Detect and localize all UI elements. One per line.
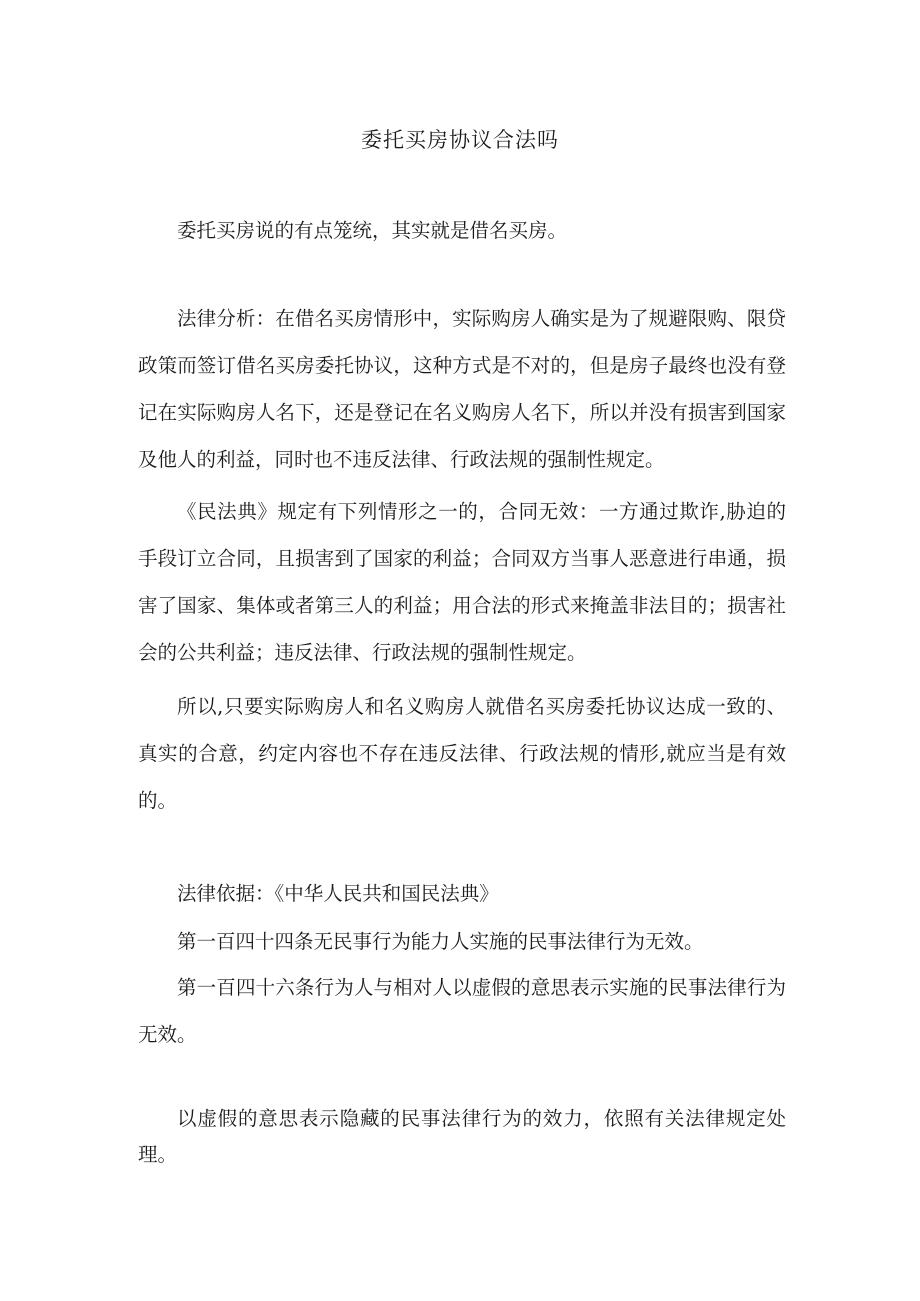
paragraph-legal-basis: 法律依据：《中华人民共和国民法典》 xyxy=(177,882,499,905)
paragraph-legal-analysis: 法律分析：在借名买房情形中，实际购房人确实是为了规避限购、限贷政策而签订借名买房委托协议，这种方式是不对的，但是房子最终也没有登记在实际购房人名下，还是登记在名义购房人名下，所以并没有损害到国家及他人的利益，同时也不违反法律、行政法规的强制性规定。 xyxy=(138,307,786,471)
paragraph-article-144: 第一百四十四条无民事行为能力人实施的民事法律行为无效。 xyxy=(177,930,704,953)
document-title: 委托买房协议合法吗 xyxy=(361,128,559,152)
paragraph-article-146-hidden-act: 以虚假的意思表示隐藏的民事法律行为的效力，依照有关法律规定处理。 xyxy=(138,1107,786,1166)
paragraph-civil-code-invalid-contracts: 《民法典》规定有下列情形之一的，合同无效：一方通过欺诈,胁迫的手段订立合同，且损害到了国家的利益；合同双方当事人恶意进行串通，损害了国家、集体或者第三人的利益；用合法的形式来掩盖非法目的；损害社会的公共利益；违反法律、行政法规的强制性规定。 xyxy=(138,500,786,664)
paragraph-article-146: 第一百四十六条行为人与相对人以虚假的意思表示实施的民事法律行为无效。 xyxy=(138,976,786,1046)
paragraph-intro: 委托买房说的有点笼统，其实就是借名买房。 xyxy=(177,219,568,242)
paragraph-conclusion: 所以,只要实际购房人和名义购房人就借名买房委托协议达成一致的、真实的合意，约定内容也不存在违反法律、行政法规的情形,就应当是有效的。 xyxy=(138,695,786,812)
